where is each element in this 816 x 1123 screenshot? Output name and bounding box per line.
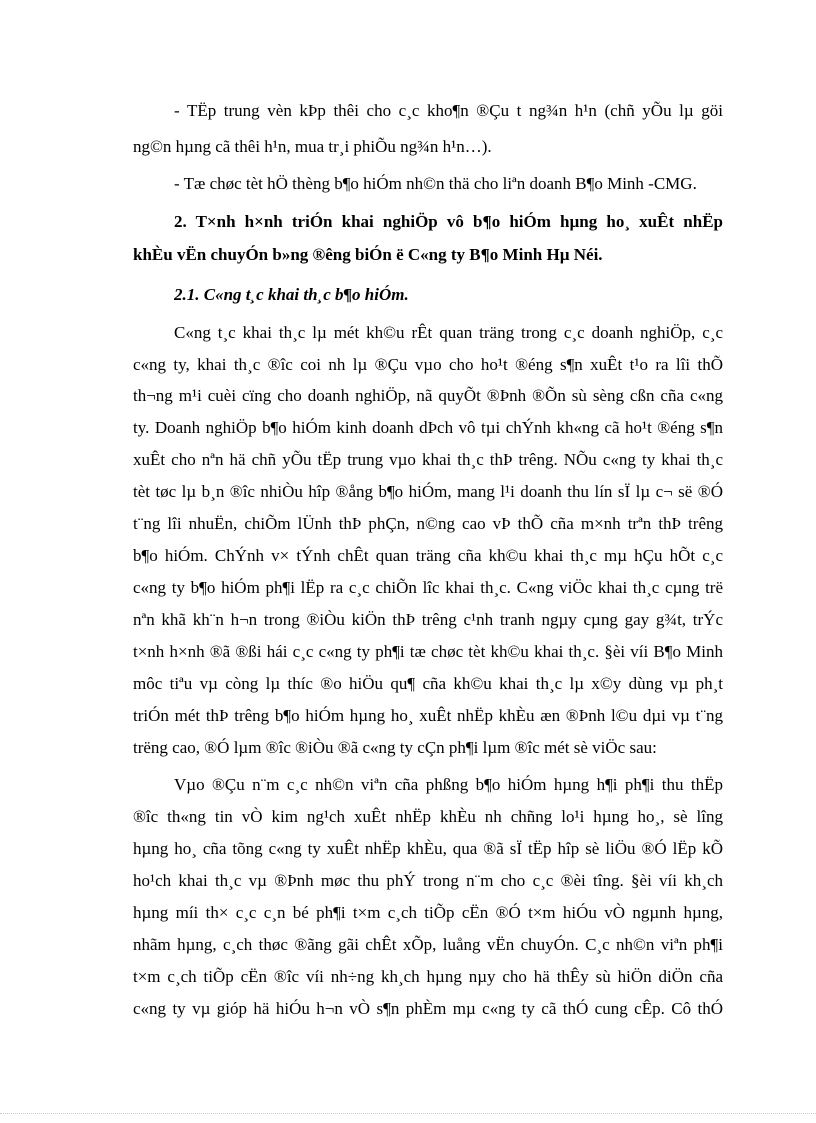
section-heading: 2. T×nh h×nh triÓn khai nghiÖp vô b¶o hiÓm hµng ho¸ xuÊt nhËp — [174, 212, 723, 231]
paragraph-line: Vµo ®Çu n¨m c¸c nh©n viªn cña phßng b¶o hiÓm hµng h¶i ph¶i thu thËp — [174, 775, 723, 794]
paragraph-line: hµng ho¸ cña tõng c«ng ty xuÊt nhËp khÈu, qua ®ã sÏ tËp hîp sè liÖu ®Ó lËp kÕ — [133, 839, 723, 858]
paragraph-line: c«ng ty, khai th¸c ®îc coi nh lµ ®Çu vµo cho ho¹t ®éng s¶n xuÊt t¹o ra lîi thÕ — [133, 355, 723, 374]
section-heading: khÈu vËn chuyÓn b»ng ®êng biÓn ë C«ng ty B¶o Minh Hµ Néi. — [133, 245, 603, 264]
paragraph-line: ho¹ch khai th¸c vµ ®Þnh møc thu phÝ trong n¨m cho c¸c ®èi tîng. §èi víi kh¸ch — [133, 871, 723, 890]
paragraph-line: c«ng ty vµ gióp hä hiÓu h¬n vÒ s¶n phÈm mµ c«ng ty cã thÓ cung cÊp. Cô thÓ — [133, 999, 723, 1018]
page-bottom-divider — [0, 1113, 816, 1114]
paragraph-line: t×m c¸ch tiÕp cËn ®îc víi nh÷ng kh¸ch hµng nµy cho hä thÊy sù hiÖn diÖn cña — [133, 967, 723, 986]
paragraph-line: t¨ng lîi nhuËn, chiÕm lÜnh thÞ phÇn, n©ng cao vÞ thÕ cña m×nh trªn thÞ trêng — [133, 514, 723, 533]
paragraph-line: triÓn mét thÞ trêng b¶o hiÓm hµng ho¸ xuÊt nhËp khÈu æn ®Þnh l©u dµi vµ t¨ng — [133, 706, 723, 725]
paragraph-line: th¬ng m¹i cuèi cïng cho doanh nghiÖp, nã quyÕt ®Þnh ®Õn sù sèng cßn cña c«ng — [133, 386, 723, 405]
paragraph-line: c«ng ty b¶o hiÓm ph¶i lËp ra c¸c chiÕn lîc khai th¸c. C«ng viÖc khai th¸c cµng trë — [133, 578, 723, 597]
paragraph-line: môc tiªu vµ còng lµ thíc ®o hiÖu qu¶ cña kh©u khai th¸c lµ x©y dùng vµ ph¸t — [133, 674, 723, 693]
subsection-heading: 2.1. C«ng t¸c khai th¸c b¶o hiÓm. — [174, 285, 409, 304]
paragraph-line: t×nh h×nh ®ã ®ßi hái c¸c c«ng ty ph¶i tæ chøc tèt kh©u khai th¸c. §èi víi B¶o Minh — [133, 642, 723, 661]
bullet-line: - Tæ chøc tèt hÖ thèng b¶o hiÓm nh©n thä cho liªn doanh B¶o Minh -CMG. — [174, 174, 697, 193]
paragraph-line: tèt tøc lµ b¸n ®îc nhiÒu hîp ®ång b¶o hiÓm, mang l¹i doanh thu lín sÏ lµ c¬ së ®Ó — [133, 482, 723, 501]
paragraph-line: b¶o hiÓm. ChÝnh v× tÝnh chÊt quan träng cña kh©u khai th¸c mµ hÇu hÕt c¸c — [133, 546, 723, 565]
paragraph-line: ty. Doanh nghiÖp b¶o hiÓm kinh doanh dÞch vô tµi chÝnh kh«ng cã ho¹t ®éng s¶n — [133, 418, 723, 437]
paragraph-line: trëng cao, ®Ó lµm ®îc ®iÒu ®ã c«ng ty cÇn ph¶i lµm ®îc mét sè viÖc sau: — [133, 738, 657, 757]
paragraph-line: xuÊt cho nªn hä chñ yÕu tËp trung vµo khai th¸c thÞ trêng. NÕu c«ng ty khai th¸c — [133, 450, 723, 469]
bullet-line: - TËp trung vèn kÞp thêi cho c¸c kho¶n ®Çu t ng¾n h¹n (chñ yÕu lµ göi — [174, 101, 723, 120]
paragraph-line: nªn khã kh¨n h¬n trong ®iÒu kiÖn thÞ trêng c¹nh tranh ngµy cµng gay g¾t, trÝc — [133, 610, 723, 629]
paragraph-line: nhãm hµng, c¸ch thøc ®ãng gãi chÊt xÕp, luång vËn chuyÓn. C¸c nh©n viªn ph¶i — [133, 935, 723, 954]
bullet-line: ng©n hµng cã thêi h¹n, mua tr¸i phiÕu ng¾n h¹n…). — [133, 137, 492, 156]
paragraph-line: ®îc th«ng tin vÒ kim ng¹ch xuÊt nhËp khÈu nh chñng lo¹i hµng ho¸, sè lîng — [133, 807, 723, 826]
paragraph-line: C«ng t¸c khai th¸c lµ mét kh©u rÊt quan träng trong c¸c doanh nghiÖp, c¸c — [174, 323, 723, 342]
paragraph-line: hµng míi th× c¸c c¸n bé ph¶i t×m c¸ch tiÕp cËn ®Ó t×m hiÓu vÒ ngµnh hµng, — [133, 903, 723, 922]
